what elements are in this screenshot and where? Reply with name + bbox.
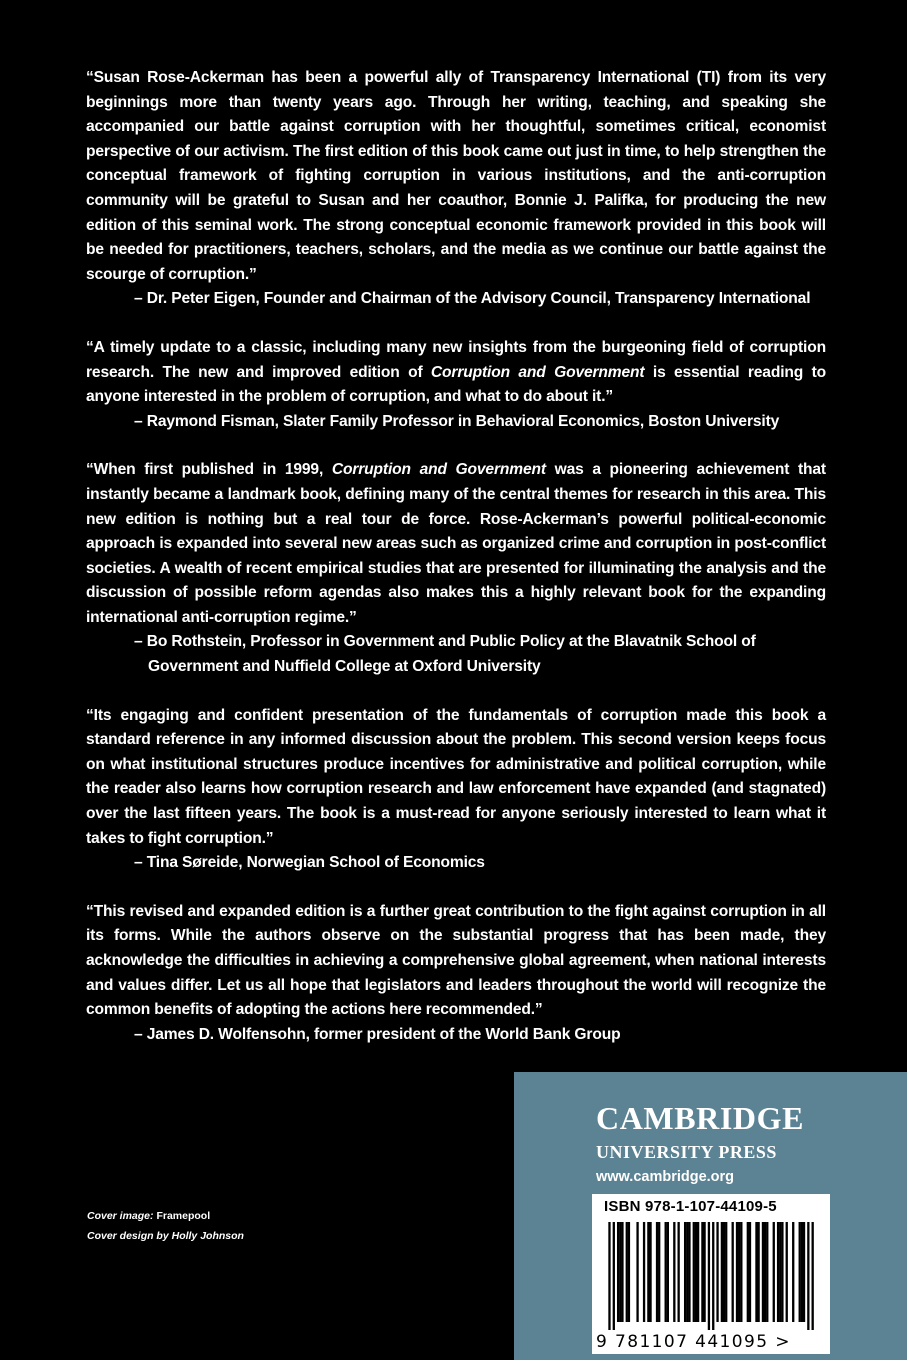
quote-text: “Its engaging and confident presentation of the fundamentals of corruption made this book a standard reference in any informed discussion about the problem. This second version keeps focus on what institutional structures produce incentives for administrative and political corruption, while the reader also learns how corruption research and law enforcement have expanded (and stagnated) over the last fifteen years. The book is a must-read for anyone seriously interested to learn what it takes to fight corruption.”: [86, 706, 826, 847]
quote-text: “A timely update to a classic, including many new insights from the burgeoning field of corruption research. The new and improved edition of Corruption and Government is essential reading to anyone interested in the problem of corruption, and what to do about it.”: [86, 338, 826, 406]
ean-digits: 9 781107 441095 >: [596, 1332, 791, 1352]
barcode-bar: [673, 1222, 675, 1322]
barcode-bar: [613, 1222, 615, 1330]
barcode-bar: [766, 1222, 768, 1322]
barcode-bar: [626, 1222, 628, 1322]
barcode-bar: [665, 1222, 667, 1322]
barcode-bar: [667, 1222, 669, 1322]
barcode-bar: [697, 1222, 699, 1322]
publisher-url[interactable]: www.cambridge.org: [596, 1169, 735, 1185]
cover-design-credit: Cover design by Holly Johnson: [87, 1230, 244, 1242]
barcode-bar: [803, 1222, 805, 1322]
barcode-bar: [781, 1222, 783, 1322]
barcode-bar: [686, 1222, 688, 1322]
quote-attribution: – James D. Wolfensohn, former president of the World Bank Group: [134, 1025, 621, 1043]
barcode-bar: [684, 1222, 686, 1322]
barcode-bar: [621, 1222, 623, 1322]
barcode-bar: [757, 1222, 759, 1322]
isbn-label: ISBN 978-1-107-44109-5: [604, 1198, 777, 1215]
endorsement-eigen: [86, 66, 826, 312]
quote-text: “This revised and expanded edition is a further great contribution to the fight against corruption in all its forms. While the authors observe on the substantial progress that has been made, they acknowledge the difficulties in achieving a comprehensive global agreement, when national interests and values differ. Let us all hope that legislators and leaders throughout the world will recognize the common benefits of adopting the actions here recommended.”: [86, 902, 826, 1019]
barcode-bar: [693, 1222, 695, 1322]
barcode-bar: [749, 1222, 751, 1322]
publisher-logo: CAMBRIDGE: [596, 1100, 805, 1136]
quote-attribution: – Bo Rothstein, Professor in Government and Public Policy at the Blavatnik School of Government and Nuffield College at Oxford University: [134, 633, 756, 676]
barcode-bar: [656, 1222, 658, 1322]
barcode-bar: [773, 1222, 775, 1322]
barcode-bar: [764, 1222, 766, 1322]
barcode-bar: [701, 1222, 703, 1322]
barcode-bar: [777, 1222, 779, 1322]
barcode-bar: [736, 1222, 738, 1322]
endorsement-rothstein: [86, 458, 826, 679]
barcode-bar: [755, 1222, 757, 1322]
book-title: Corruption and Government: [331, 461, 546, 479]
barcode-bar: [703, 1222, 705, 1322]
quote-text: “Susan Rose-Ackerman has been a powerful ally of Transparency International (TI) from its very beginnings more than twenty years ago. Through her writing, teaching, and speaking she accompanied our battle against corruption with her thoughtful, sometimes critical, economist perspective of our activism. The first edition of this book came out just in time, to help strengthen the conceptual framework of fighting corruption in various institutions, and the anti-corruption community will be grateful to Susan and her coauthor, Bonnie J. Palifka, for producing the new edition of this seminal work. The strong conceptual economic framework provided in this book will be needed for practitioners, teachers, scholars, and the media as we continue our battle against the scourge of corruption.”: [86, 69, 826, 283]
barcode-bar: [738, 1222, 740, 1322]
book-title: Corruption and Government: [430, 363, 645, 381]
barcode-bar: [721, 1222, 723, 1322]
barcode-bar: [619, 1222, 621, 1322]
endorsement-soreide: [86, 704, 826, 876]
barcode-bar: [649, 1222, 651, 1322]
endorsements: [86, 66, 826, 1071]
publisher-subtitle: UNIVERSITY PRESS: [596, 1142, 777, 1162]
barcode-bar: [792, 1222, 794, 1322]
cover-image-credit: Cover image: Framepool: [87, 1210, 211, 1222]
quote-attribution: – Raymond Fisman, Slater Family Professor in Behavioral Economics, Boston University: [134, 412, 780, 430]
barcode-bar: [608, 1222, 610, 1330]
barcode-bar: [725, 1222, 727, 1322]
barcode-bar: [677, 1222, 679, 1322]
barcode-bar: [723, 1222, 725, 1322]
barcode-bar: [617, 1222, 619, 1322]
barcode-bar: [628, 1222, 630, 1322]
endorsement-fisman: [86, 336, 826, 434]
barcode-bar: [658, 1222, 660, 1322]
barcode-bar: [807, 1222, 809, 1330]
quote-attribution: – Tina Søreide, Norwegian School of Economics: [134, 854, 485, 872]
isbn-barcode-box: [592, 1194, 830, 1354]
barcode-bar: [732, 1222, 734, 1322]
barcode-bar: [812, 1222, 814, 1330]
quote-text: “When first published in 1999, Corruption and Government was a pioneering achievement that instantly became a landmark book, defining many of the central themes for research in this area. This new edition is nothing but a real tour de force. Rose-Ackerman’s powerful political-economic approach is expanded into several new areas such as organized crime and corruption in post-conflict societies. A wealth of recent empirical studies that are presented for illuminating the analysis and the discussion of possible reform agendas also makes this a highly relevant book for the expanding international anti-corruption regime.”: [86, 461, 826, 626]
barcode-bar: [688, 1222, 690, 1322]
barcode-bar: [799, 1222, 801, 1322]
barcode-bar: [786, 1222, 788, 1322]
barcode-bar: [712, 1222, 714, 1330]
barcode-bar: [636, 1222, 638, 1322]
cover-credits: [87, 1206, 244, 1246]
barcode-bar: [695, 1222, 697, 1322]
barcode-icon: [604, 1222, 818, 1330]
barcode-bar: [716, 1222, 718, 1322]
barcode-bar: [801, 1222, 803, 1322]
barcode-bar: [779, 1222, 781, 1322]
barcode-bar: [643, 1222, 645, 1322]
barcode-bar: [708, 1222, 710, 1330]
barcode-bar: [647, 1222, 649, 1322]
endorsement-wolfensohn: [86, 900, 826, 1048]
barcode-bar: [762, 1222, 764, 1322]
barcode-bar: [740, 1222, 742, 1322]
publisher-panel: [514, 1072, 907, 1360]
quote-attribution: – Dr. Peter Eigen, Founder and Chairman of the Advisory Council, Transparency International: [134, 290, 811, 308]
barcode-bar: [747, 1222, 749, 1322]
